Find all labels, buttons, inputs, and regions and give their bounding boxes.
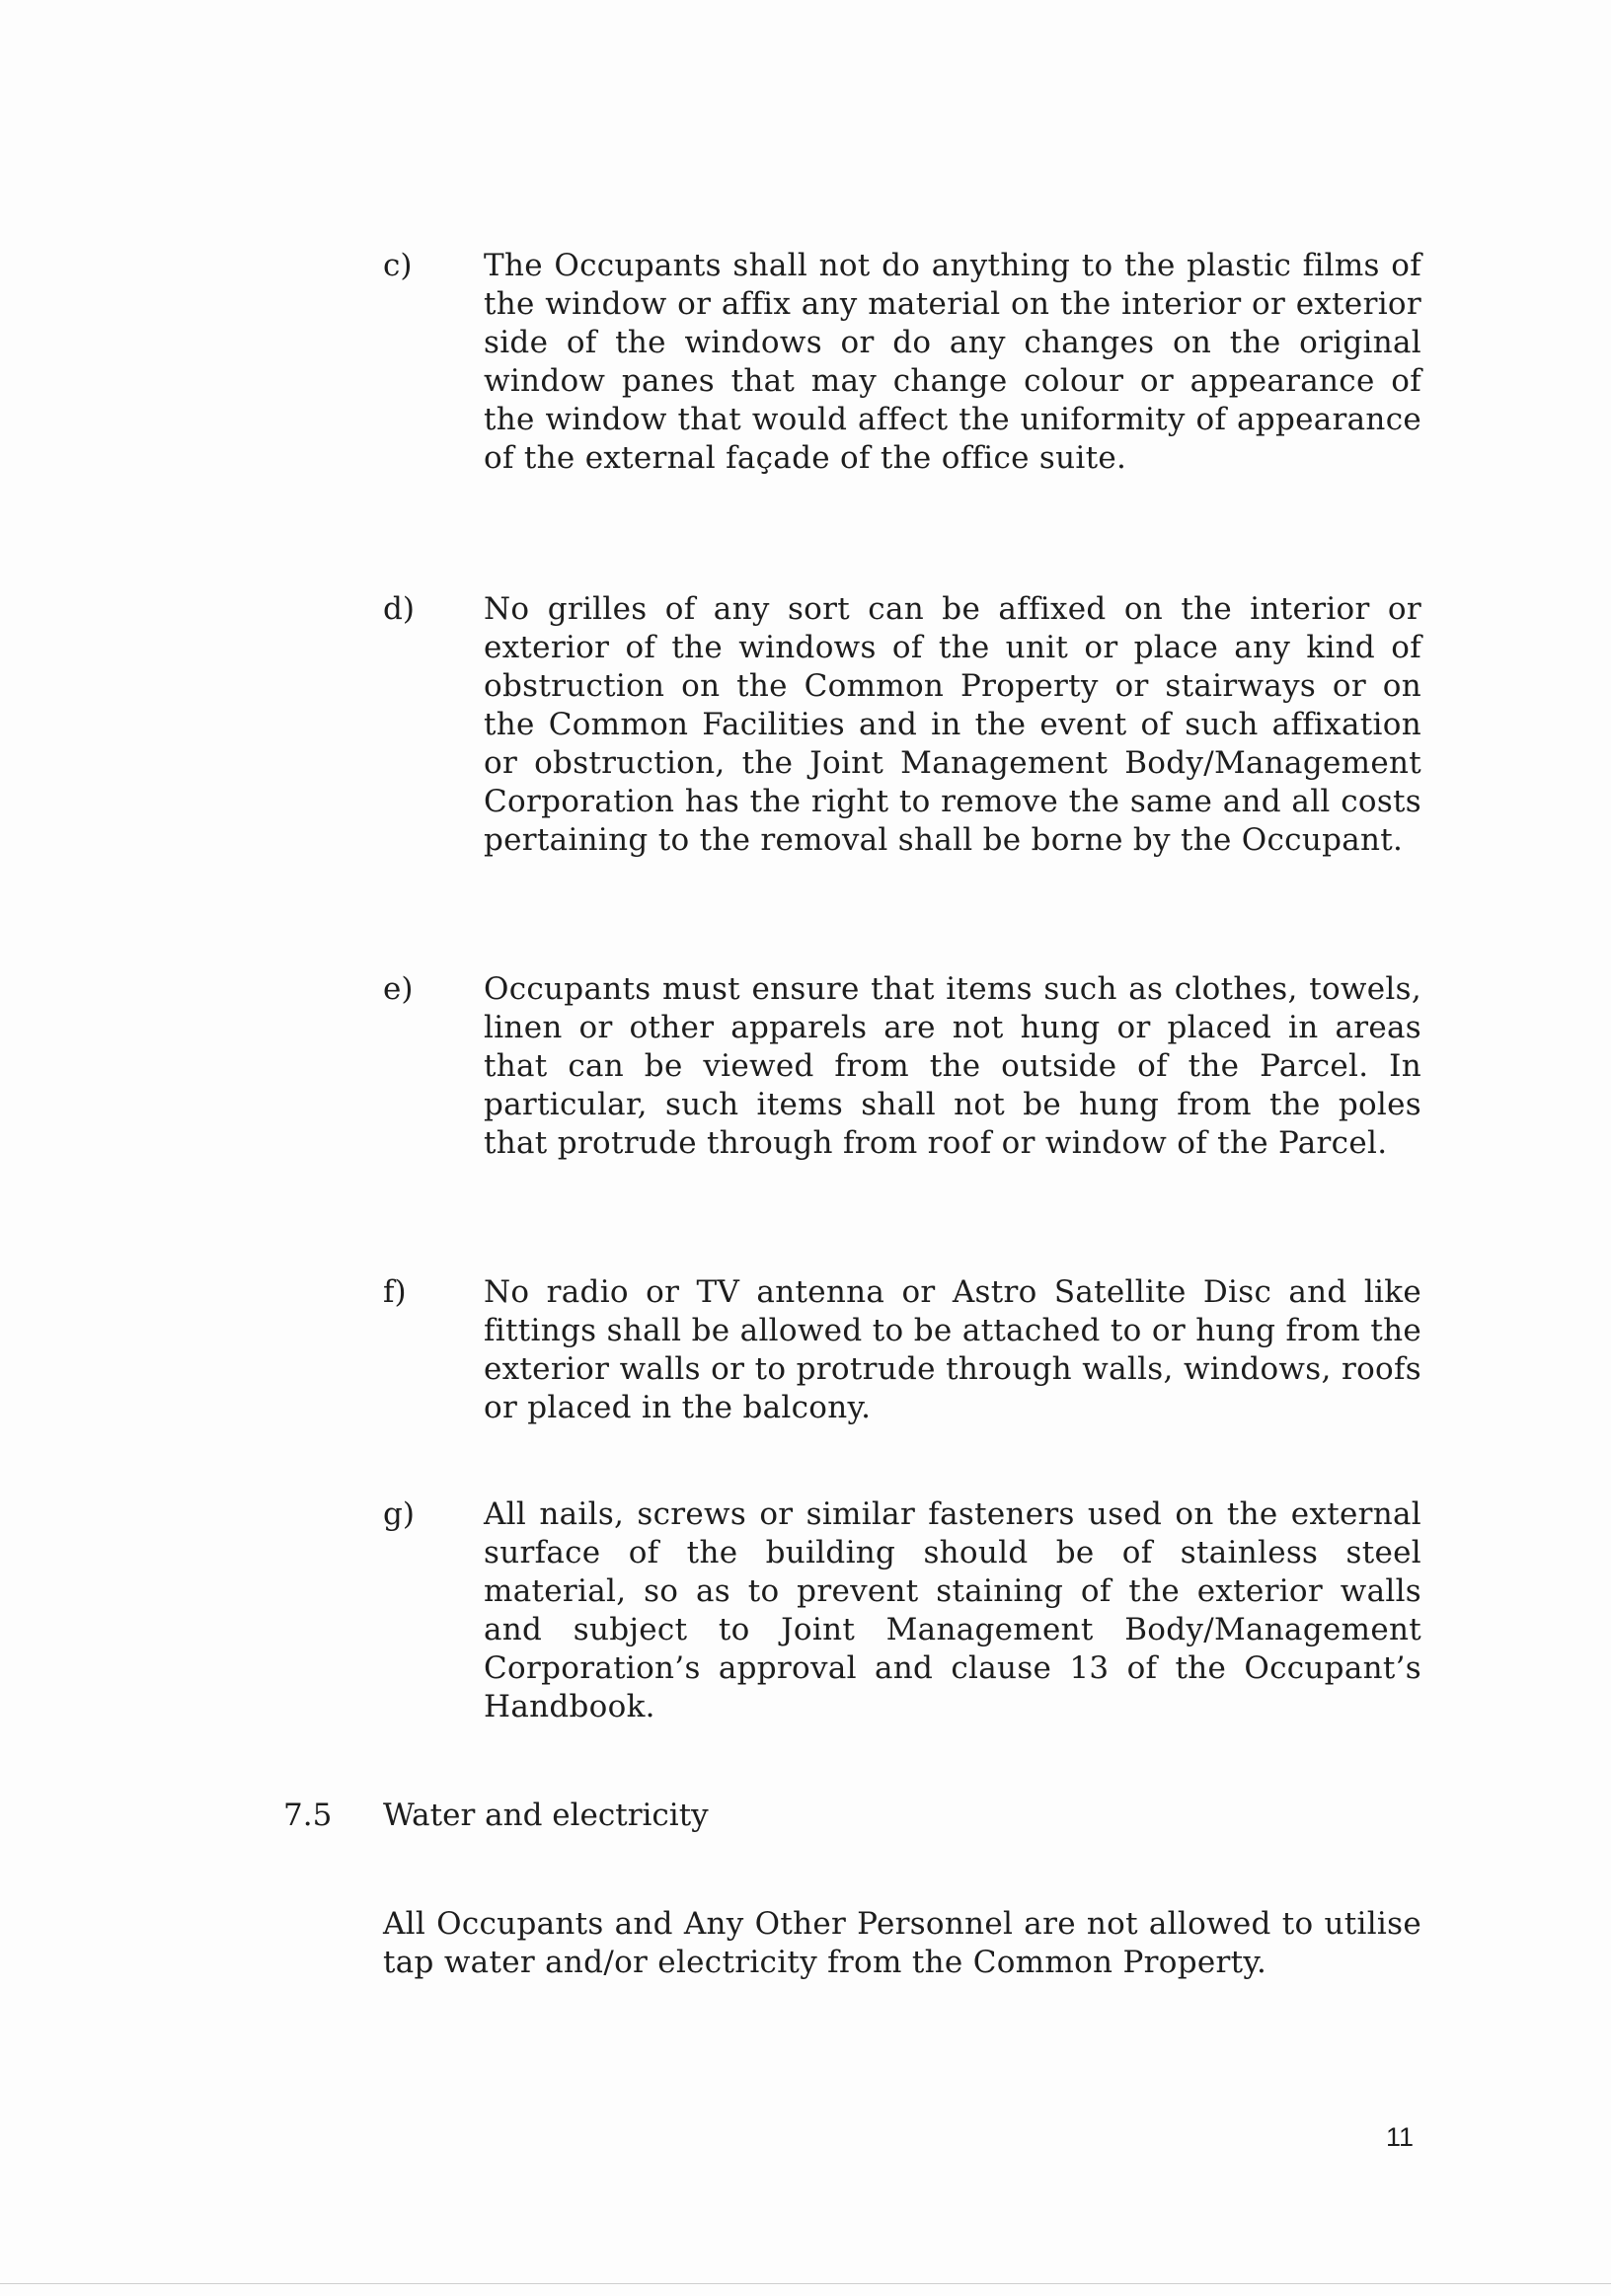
clause-label: c) — [383, 248, 413, 283]
clause-text: All nails, screws or similar fasteners used on the external surface of the building should be of stainless steel material, so as to prevent staining of the exterior walls and subject to Joint Management Body/Management Corporation’s approval and clause 13 of the Occupant’s Handbook. — [484, 1496, 1421, 1724]
clause-text: No grilles of any sort can be affixed on the interior or exterior of the windows of the unit or place any kind of obstruction on the Common Property or stairways or on the Common Facilities and in the event of such affixation or obstruction, the Joint Management Body/Management Corporation has the right to remove the same and all costs pertaining to the removal shall be borne by the Occupant. — [484, 591, 1421, 858]
clause-text: No radio or TV antenna or Astro Satellite Disc and like fittings shall be allowed to be attached to or hung from the exterior walls or to protrude through walls, windows, roofs or placed in the balcony. — [484, 1274, 1421, 1425]
section-body: All Occupants and Any Other Personnel are not allowed to utilise tap water and/or electricity from the Common Property. — [383, 1906, 1421, 1980]
scan-edge-divider — [0, 2283, 1611, 2284]
clause-label: e) — [383, 971, 414, 1007]
clause-text: The Occupants shall not do anything to the plastic films of the window or affix any material on the interior or exterior side of the windows or do any changes on the original window panes that may change colour or appearance of the window that would affect the uniformity of appearance of the external façade of the office suite. — [484, 248, 1421, 476]
clause-text: Occupants must ensure that items such as clothes, towels, linen or other apparels are not hung or placed in areas that can be viewed from the outside of the Parcel. In particular, such items shall not be hung from the poles that protrude through from roof or window of the Parcel. — [484, 971, 1421, 1161]
page-number: 11 — [1386, 2122, 1415, 2152]
clause-label: d) — [383, 591, 415, 627]
clause-label: f) — [383, 1274, 407, 1310]
section-title: Water and electricity — [383, 1798, 709, 1833]
section-number: 7.5 — [283, 1798, 333, 1833]
clause-label: g) — [383, 1496, 415, 1532]
